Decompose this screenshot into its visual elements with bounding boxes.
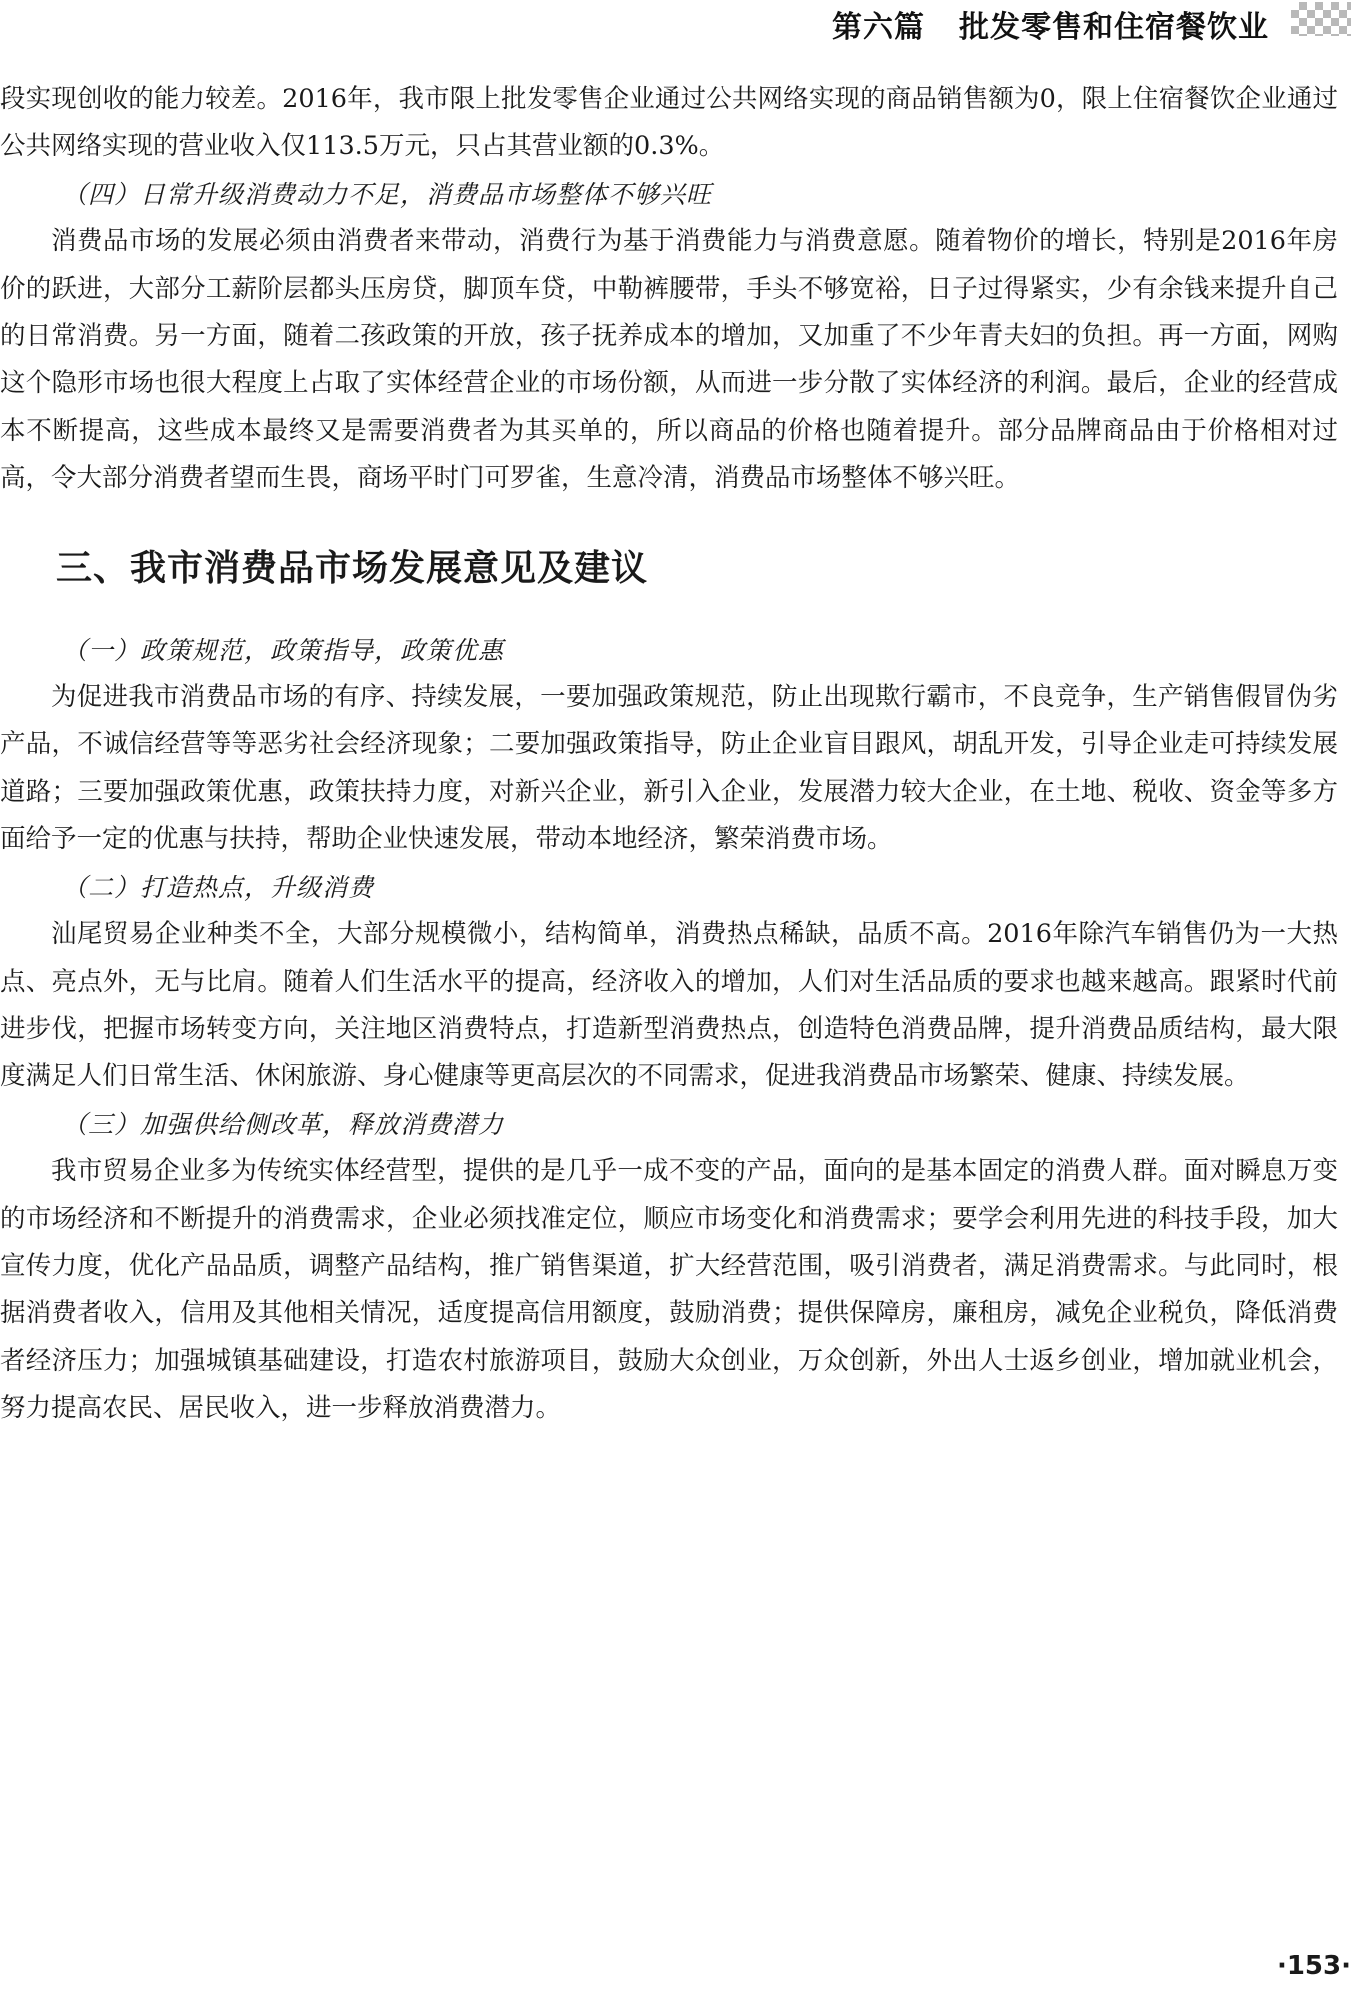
subheading-two: （二）打造热点，升级消费 xyxy=(62,872,375,902)
subheading-one: （一）政策规范，政策指导，政策优惠 xyxy=(62,635,505,665)
page-body xyxy=(0,76,1338,1433)
paragraph-continued: 段实现创收的能力较差。2016年，我市限上批发零售企业通过公共网络实现的商品销售额为0，限上住宿餐饮企业通过公共网络实现的营业收入仅113.5万元，只占其营业额的0.3%。 xyxy=(0,84,1338,162)
paragraph-policy: 为促进我市消费品市场的有序、持续发展，一要加强政策规范，防止出现欺行霸市，不良竞争，生产销售假冒伪劣产品，不诚信经营等等恶劣社会经济现象；二要加强政策指导，防止企业盲目跟风，胡乱开发，引导企业走可持续发展道路；三要加强政策优惠，政策扶持力度，对新兴企业，新引入企业，发展潜力较大企业，在土地、税收、资金等多方面给予一定的优惠与扶持，帮助企业快速发展，带动本地经济，繁荣消费市场。 xyxy=(0,682,1338,855)
running-header xyxy=(0,0,1353,44)
header-title xyxy=(832,2,1269,46)
subheading-four: （四）日常升级消费动力不足，消费品市场整体不够兴旺 xyxy=(62,179,713,209)
paragraph-consumption-motivation: 消费品市场的发展必须由消费者来带动，消费行为基于消费能力与消费意愿。随着物价的增长，特别是2016年房价的跃进，大部分工薪阶层都头压房贷，脚顶车贷，中勒裤腰带，手头不够宽裕，日子过得紧实，少有余钱来提升自己的日常消费。另一方面，随着二孩政策的开放，孩子抚养成本的增加，又加重了不少年青夫妇的负担。再一方面，网购这个隐形市场也很大程度上占取了实体经营企业的市场份额，从而进一步分散了实体经济的利润。最后，企业的经营成本不断提高，这些成本最终又是需要消费者为其买单的，所以商品的价格也随着提升。部分品牌商品由于价格相对过高，令大部分消费者望而生畏，商场平时门可罗雀，生意冷清，消费品市场整体不够兴旺。 xyxy=(0,226,1338,494)
paragraph-hotspots: 汕尾贸易企业种类不全，大部分规模微小，结构简单，消费热点稀缺，品质不高。2016年除汽车销售仍为一大热点、亮点外，无与比肩。随着人们生活水平的提高，经济收入的增加，人们对生活品质的要求也越来越高。跟紧时代前进步伐，把握市场转变方向，关注地区消费特点，打造新型消费热点，创造特色消费品牌，提升消费品质结构，最大限度满足人们日常生活、休闲旅游、身心健康等更高层次的不同需求，促进我消费品市场繁荣、健康、持续发展。 xyxy=(0,919,1338,1092)
section-heading-three: 三、我市消费品市场发展意见及建议 xyxy=(56,547,649,589)
checker-pattern-ornament xyxy=(1291,2,1351,36)
header-chapter-title: 批发零售和住宿餐饮业 xyxy=(959,10,1269,45)
paragraph-supply-side: 我市贸易企业多为传统实体经营型，提供的是几乎一成不变的产品，面向的是基本固定的消费人群。面对瞬息万变的市场经济和不断提升的消费需求，企业必须找准定位，顺应市场变化和消费需求；要学会利用先进的科技手段，加大宣传力度，优化产品品质，调整产品结构，推广销售渠道，扩大经营范围，吸引消费者，满足消费需求。与此同时，根据消费者收入，信用及其他相关情况，适度提高信用额度，鼓励消费；提供保障房，廉租房，减免企业税负，降低消费者经济压力；加强城镇基础建设，打造农村旅游项目，鼓励大众创业，万众创新，外出人士返乡创业，增加就业机会，努力提高农民、居民收入，进一步释放消费潜力。 xyxy=(0,1156,1338,1424)
subheading-three: （三）加强供给侧改革，释放消费潜力 xyxy=(62,1109,505,1139)
header-part: 第六篇 xyxy=(832,10,925,45)
page-number: ·153· xyxy=(1276,1951,1351,1981)
